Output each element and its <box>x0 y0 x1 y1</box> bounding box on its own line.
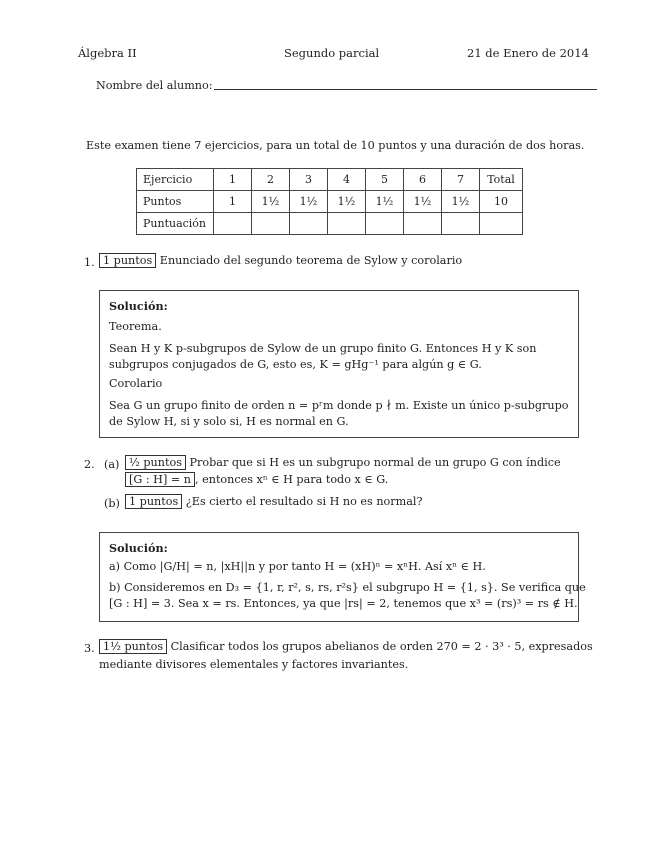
exam-title: Segundo parcial <box>284 46 380 60</box>
solution-line: subgrupos conjugados de G, esto es, K = gHg⁻¹ para algún g ∈ G. <box>109 358 482 371</box>
q2a-line2 <box>125 473 388 486</box>
solution-line: de Sylow H, si y solo si, H es normal en G. <box>109 415 349 428</box>
score-table <box>136 168 523 235</box>
q1-points-box: 1 puntos <box>99 253 156 268</box>
score-input-cell[interactable] <box>328 213 366 235</box>
table-cell: 1½ <box>252 191 290 213</box>
score-input-cell[interactable] <box>214 213 252 235</box>
score-input-cell[interactable] <box>404 213 442 235</box>
q3-number: 3. <box>84 642 95 655</box>
solution-line: Corolario <box>109 377 163 390</box>
q2-solution-box <box>99 532 586 622</box>
student-name-label: Nombre del alumno: <box>96 79 213 92</box>
q1-number: 1. <box>84 256 95 269</box>
table-row <box>137 191 523 213</box>
table-cell: 7 <box>442 169 480 191</box>
q1-solution-box <box>99 290 579 438</box>
score-input-cell[interactable] <box>290 213 328 235</box>
table-cell: 6 <box>404 169 442 191</box>
q3-text-line2: mediante divisores elementales y factores invariantes. <box>99 658 409 671</box>
solution-line: Sean H y K p-subgrupos de Sylow de un grupo finito G. Entonces H y K son <box>109 342 537 355</box>
q2a-label: (a) <box>104 458 120 471</box>
score-input-cell[interactable] <box>480 213 523 235</box>
table-cell: 4 <box>328 169 366 191</box>
table-cell: 1½ <box>290 191 328 213</box>
student-name-line <box>214 89 597 90</box>
table-cell: 1½ <box>404 191 442 213</box>
table-cell: 1½ <box>442 191 480 213</box>
q3-points-box: 1½ puntos <box>99 639 167 654</box>
table-cell: Puntos <box>137 191 214 213</box>
q2b-text: ¿Es cierto el resultado si H no es normal? <box>185 495 423 508</box>
table-cell: 3 <box>290 169 328 191</box>
table-cell: 1 <box>214 191 252 213</box>
solution-title: Solución: <box>109 541 168 555</box>
table-cell: Puntuación <box>137 213 214 235</box>
table-cell: 1½ <box>328 191 366 213</box>
score-input-cell[interactable] <box>252 213 290 235</box>
course-title: Álgebra II <box>78 46 137 60</box>
table-row <box>137 169 523 191</box>
exam-intro: Este examen tiene 7 ejercicios, para un total de 10 puntos y una duración de dos horas. <box>86 139 585 152</box>
q1-text: Enunciado del segundo teorema de Sylow y corolario <box>159 254 463 267</box>
solution-line: a) Como |G/H| = n, |xH||n y por tanto H = (xH)ⁿ = xⁿH. Así xⁿ ∈ H. <box>109 560 486 573</box>
q2a-index-box: [G : H] = n <box>125 472 195 487</box>
solution-line: Sea G un grupo finito de orden n = pʳm donde p ∤ m. Existe un único p-subgrupo <box>109 399 569 412</box>
table-cell: 10 <box>480 191 523 213</box>
q2b-line <box>125 495 422 508</box>
q3-line <box>99 640 593 653</box>
score-input-cell[interactable] <box>366 213 404 235</box>
table-cell: 2 <box>252 169 290 191</box>
q2a-line <box>125 456 561 469</box>
table-cell: 5 <box>366 169 404 191</box>
table-cell: 1½ <box>366 191 404 213</box>
table-cell: 1 <box>214 169 252 191</box>
q2a-text2: , entonces xⁿ ∈ H para todo x ∈ G. <box>195 473 389 486</box>
table-cell: Total <box>480 169 523 191</box>
q1-line <box>99 254 462 267</box>
solution-line: b) Consideremos en D₃ = {1, r, r², s, rs, r²s} el subgrupo H = {1, s}. Se verifica que <box>109 581 586 594</box>
q3-text: Clasificar todos los grupos abelianos de orden 270 = 2 · 3³ · 5, expresados <box>170 640 593 653</box>
q2b-points-box: 1 puntos <box>125 494 182 509</box>
table-cell: Ejercicio <box>137 169 214 191</box>
q2-number: 2. <box>84 458 95 471</box>
score-input-cell[interactable] <box>442 213 480 235</box>
solution-title: Solución: <box>109 299 168 313</box>
exam-date: 21 de Enero de 2014 <box>467 46 589 60</box>
q2a-points-box: ½ puntos <box>125 455 186 470</box>
solution-line: Teorema. <box>109 320 162 333</box>
solution-line: [G : H] = 3. Sea x = rs. Entonces, ya que |rs| = 2, tenemos que x³ = (rs)³ = rs ∉ H. <box>109 597 578 610</box>
q2b-label: (b) <box>104 497 120 510</box>
q2a-text: Probar que si H es un subgrupo normal de un grupo G con índice <box>189 456 561 469</box>
table-row <box>137 213 523 235</box>
